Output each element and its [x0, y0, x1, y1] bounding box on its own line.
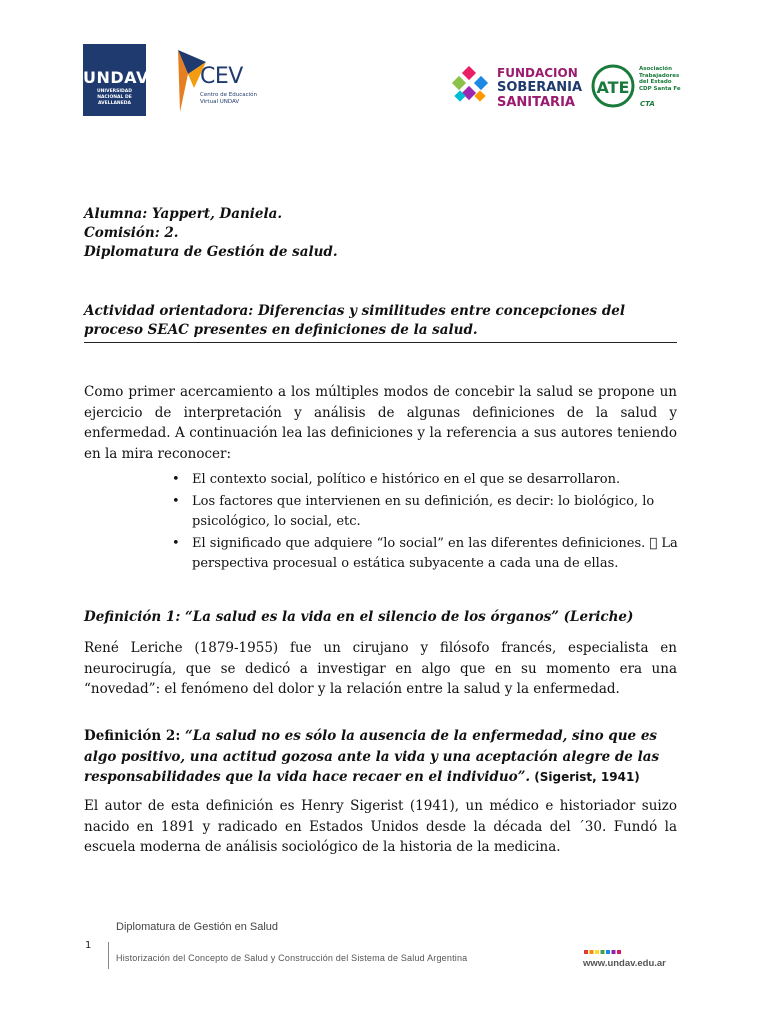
fundacion-line: FUNDACION — [497, 66, 578, 80]
list-item — [172, 470, 678, 490]
footer-subtitle: Historización del Concepto de Salud y Construcción del Sistema de Salud Argentina — [116, 953, 468, 963]
cev-subtitle-line: Centro de Educación — [200, 92, 257, 98]
ate-emblem-icon — [591, 64, 635, 108]
footer-color-square — [584, 950, 588, 954]
ate-text — [639, 66, 681, 92]
criteria-list — [172, 470, 678, 576]
footer-color-square — [590, 950, 594, 954]
definition-1-heading: Definición 1: “La salud es la vida en el silencio de los órganos” (Leriche) — [84, 609, 634, 625]
list-item-text: Los factores que intervienen en su definición, es decir: lo biológico, lo psicológico, lo social, etc. — [192, 494, 655, 529]
fundacion-emblem-icon — [450, 66, 494, 110]
undav-subtitle-line: UNIVERSIDAD — [97, 89, 132, 94]
student-program: Diplomatura de Gestión de salud. — [84, 244, 338, 260]
definition-2-quote: “La salud no es sólo la ausencia de la enfermedad, sino que es algo positivo, una actitud gozosa ante la vida y una aceptación alegre de las responsabilidades que la vida hace recaer en el individuo”. — [84, 728, 660, 785]
ate-logo — [591, 64, 681, 110]
ate-line: CDP Santa Fe — [639, 85, 681, 92]
student-info — [84, 205, 684, 262]
definition-2-label: Definición 2: — [84, 728, 185, 744]
ate-line: Trabajadores — [639, 72, 680, 79]
ate-line: del Estado — [639, 79, 672, 85]
undav-subtitle-line: AVELLANEDA — [97, 101, 131, 106]
cev-logo-name: CEV — [200, 64, 243, 89]
fundacion-line: SANITARIA — [497, 95, 575, 110]
definition-2-heading — [84, 726, 677, 788]
definition-1-text: René Leriche (1879-1955) fue un cirujano y filósofo francés, especialista en neurocirugía, que se dedicó a investigar en algo que en su momento era una “novedad”: el fenómeno del dolor y la relación entre la salud y la enfermedad. — [84, 640, 677, 697]
intro-paragraph: Como primer acercamiento a los múltiples modos de concebir la salud se propone un ejercicio de interpretación y análisis de algunas definiciones de la salud y enfermedad. A continuación lea las definiciones y la referencia a sus autores teniendo en la mira reconocer: — [84, 384, 677, 462]
footer-color-square — [595, 950, 599, 954]
fundacion-line: SOBERANIA — [497, 80, 583, 95]
footer-color-square — [617, 950, 621, 954]
ate-line: Asociación — [639, 66, 673, 72]
bullet-icon: • — [172, 494, 180, 509]
cta-badge: CTA — [640, 100, 655, 108]
undav-logo-name: UNDAV — [83, 68, 149, 87]
cev-logo — [176, 48, 257, 114]
list-item-text: El significado que adquiere “lo social” en las diferentes definiciones. La perspectiva procesual o estática subyacente a cada una de ellas. — [192, 536, 666, 571]
list-item — [172, 492, 678, 532]
title-divider — [84, 342, 677, 343]
activity-title: Actividad orientadora: Diferencias y similitudes entre concepciones del proceso SEAC presentes en definiciones de la salud. — [84, 303, 625, 338]
page-number: 1 — [85, 940, 92, 951]
definition-2-source: (Sigerist, 1941) — [530, 770, 640, 784]
footer-divider — [108, 942, 109, 969]
footer-color-square — [606, 950, 610, 954]
student-commission: Comisión: 2. — [84, 225, 179, 241]
student-name: Alumna: Yappert, Daniela. — [84, 206, 283, 222]
cev-logo-subtitle — [200, 92, 260, 105]
cev-subtitle-line: Virtual UNDAV — [200, 98, 240, 105]
bullet-icon: • — [172, 472, 180, 487]
list-item — [172, 534, 678, 574]
footer-color-square — [601, 950, 605, 954]
fundacion-soberania-sanitaria-logo — [450, 64, 590, 112]
bullet-icon: • — [172, 536, 180, 551]
footer-color-square — [612, 950, 616, 954]
footer-color-bar — [584, 950, 624, 954]
undav-logo-subtitle — [83, 89, 146, 107]
undav-subtitle-line: NACIONAL DE — [97, 95, 132, 100]
undav-logo — [83, 44, 149, 116]
footer-url: www.undav.edu.ar — [583, 958, 666, 969]
ate-mark: ATE — [596, 78, 630, 97]
list-item-text: El contexto social, político e histórico en el que se desarrollaron. — [192, 472, 621, 487]
definition-2-text: El autor de esta definición es Henry Sigerist (1941), un médico e historiador suizo nacido en 1891 y radicado en Estados Unidos desde la década del ´30. Fundó la escuela moderna de análisis sociológico de la historia de la medicina. — [84, 798, 677, 855]
footer-title: Diplomatura de Gestión en Salud — [116, 921, 279, 933]
